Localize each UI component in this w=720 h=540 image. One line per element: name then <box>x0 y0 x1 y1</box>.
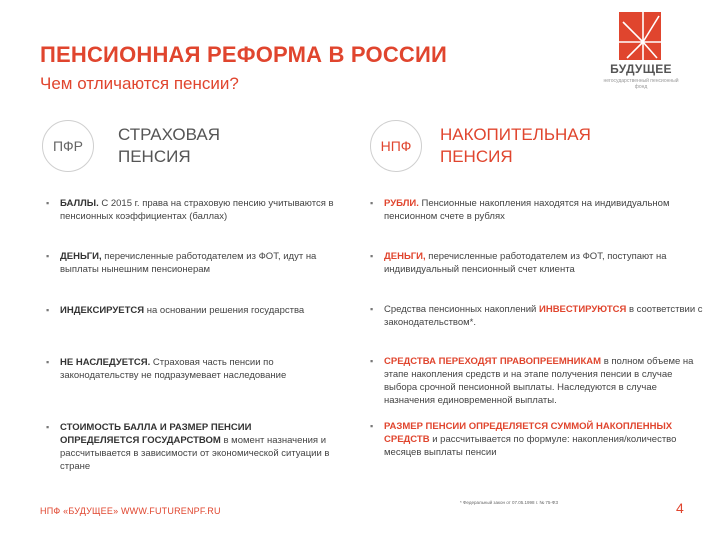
right-item-bold: ДЕНЬГИ, <box>384 251 426 262</box>
right-title-line2: ПЕНСИЯ <box>440 147 513 166</box>
left-column-title <box>118 124 220 168</box>
bullet-icon: ▪ <box>46 422 50 432</box>
left-item-bold: ИНДЕКСИРУЕТСЯ <box>60 305 145 316</box>
left-item-text: в момент назначения и рассчитывается в зависимости от экономической ситуации в стране <box>60 435 330 472</box>
slide-title: ПЕНСИОННАЯ РЕФОРМА В РОССИИ <box>40 42 448 67</box>
left-item-text: перечисленные работодателем из ФОТ, идут на выплаты нынешним пенсионерам <box>60 251 317 275</box>
right-item-text: перечисленные работодателем из ФОТ, поступают на индивидуальный пенсионный счет клиента <box>384 251 667 275</box>
left-item-inheritance <box>46 356 340 382</box>
left-item-text: Страховая часть пенсии по законодательству не подразумевает наследование <box>60 357 287 381</box>
right-item-text: в соответствии с законодательством*. <box>384 304 703 328</box>
right-title-line1: НАКОПИТЕЛЬНАЯ <box>440 125 591 144</box>
slide-subtitle: Чем отличаются пенсии? <box>40 74 239 93</box>
logo-tagline: негосударственный пенсионный фонд <box>603 78 679 90</box>
right-item-bold: ИНВЕСТИРУЮТСЯ <box>539 304 627 315</box>
right-item-size <box>370 420 704 459</box>
left-title-line2: ПЕНСИЯ <box>118 147 191 166</box>
left-title-line1: СТРАХОВАЯ <box>118 125 221 144</box>
right-item-rubles <box>370 197 704 223</box>
right-item-bold: РАЗМЕР ПЕНСИИ ОПРЕДЕЛЯЕТСЯ СУММОЙ НАКОПЛЕННЫХ СРЕДСТВ <box>384 421 673 445</box>
left-item-bold: СТОИМОСТЬ БАЛЛА И РАЗМЕР ПЕНСИИ ОПРЕДЕЛЯЕТСЯ ГОСУДАРСТВОМ <box>60 422 252 446</box>
right-item-bold: РУБЛИ. <box>384 198 419 209</box>
left-item-text: на основании решения государства <box>144 305 305 316</box>
right-item-pre: Средства пенсионных накоплений <box>384 304 539 315</box>
npf-badge: НПФ <box>370 120 422 172</box>
right-item-money <box>370 250 704 276</box>
left-item-indexing <box>46 304 340 317</box>
bullet-icon: ▪ <box>370 304 374 314</box>
bullet-icon: ▪ <box>370 356 374 366</box>
right-item-invest <box>370 303 704 329</box>
bullet-icon: ▪ <box>46 305 50 315</box>
logo-name: БУДУЩЕЕ <box>610 62 672 76</box>
footnote: * Федеральный закон от 07.05.1998 г. № 75-ФЗ <box>460 500 559 505</box>
logo-mark-icon <box>619 12 661 60</box>
bullet-icon: ▪ <box>46 357 50 367</box>
left-item-bold: ДЕНЬГИ, <box>60 251 102 262</box>
right-item-text: Пенсионные накопления находятся на индивидуальном пенсионном счете в рублях <box>384 198 670 222</box>
footer-website: НПФ «БУДУЩЕЕ» WWW.FUTURENPF.RU <box>40 506 221 516</box>
left-item-bold: БАЛЛЫ. <box>60 198 99 209</box>
right-column-title <box>440 124 591 168</box>
bullet-icon: ▪ <box>46 251 50 261</box>
right-item-bold: СРЕДСТВА ПЕРЕХОДЯТ ПРАВОПРЕЕМНИКАМ <box>384 356 602 367</box>
bullet-icon: ▪ <box>370 198 374 208</box>
pfr-badge: ПФР <box>42 120 94 172</box>
bullet-icon: ▪ <box>46 198 50 208</box>
left-item-bold: НЕ НАСЛЕДУЕТСЯ. <box>60 357 151 368</box>
left-item-text: С 2015 г. права на страховую пенсию учитываются в пенсионных коэффициентах (баллах) <box>60 198 334 222</box>
left-item-cost <box>46 421 330 473</box>
right-item-text: и рассчитывается по формуле: накопления/количество месяцев выплаты пенсии <box>384 434 677 458</box>
left-item-points <box>46 197 340 223</box>
bullet-icon: ▪ <box>370 251 374 261</box>
page-number: 4 <box>676 500 684 516</box>
left-item-money <box>46 250 340 276</box>
right-item-successors <box>370 355 704 407</box>
bullet-icon: ▪ <box>370 421 374 431</box>
right-item-text: в полном объеме на этапе накопления средств и на этапе получения пенсии в случае выбора срочной пенсионной выплаты. Наследуются в случае назначения единовременной выплаты. <box>384 356 694 406</box>
logo <box>600 12 700 92</box>
